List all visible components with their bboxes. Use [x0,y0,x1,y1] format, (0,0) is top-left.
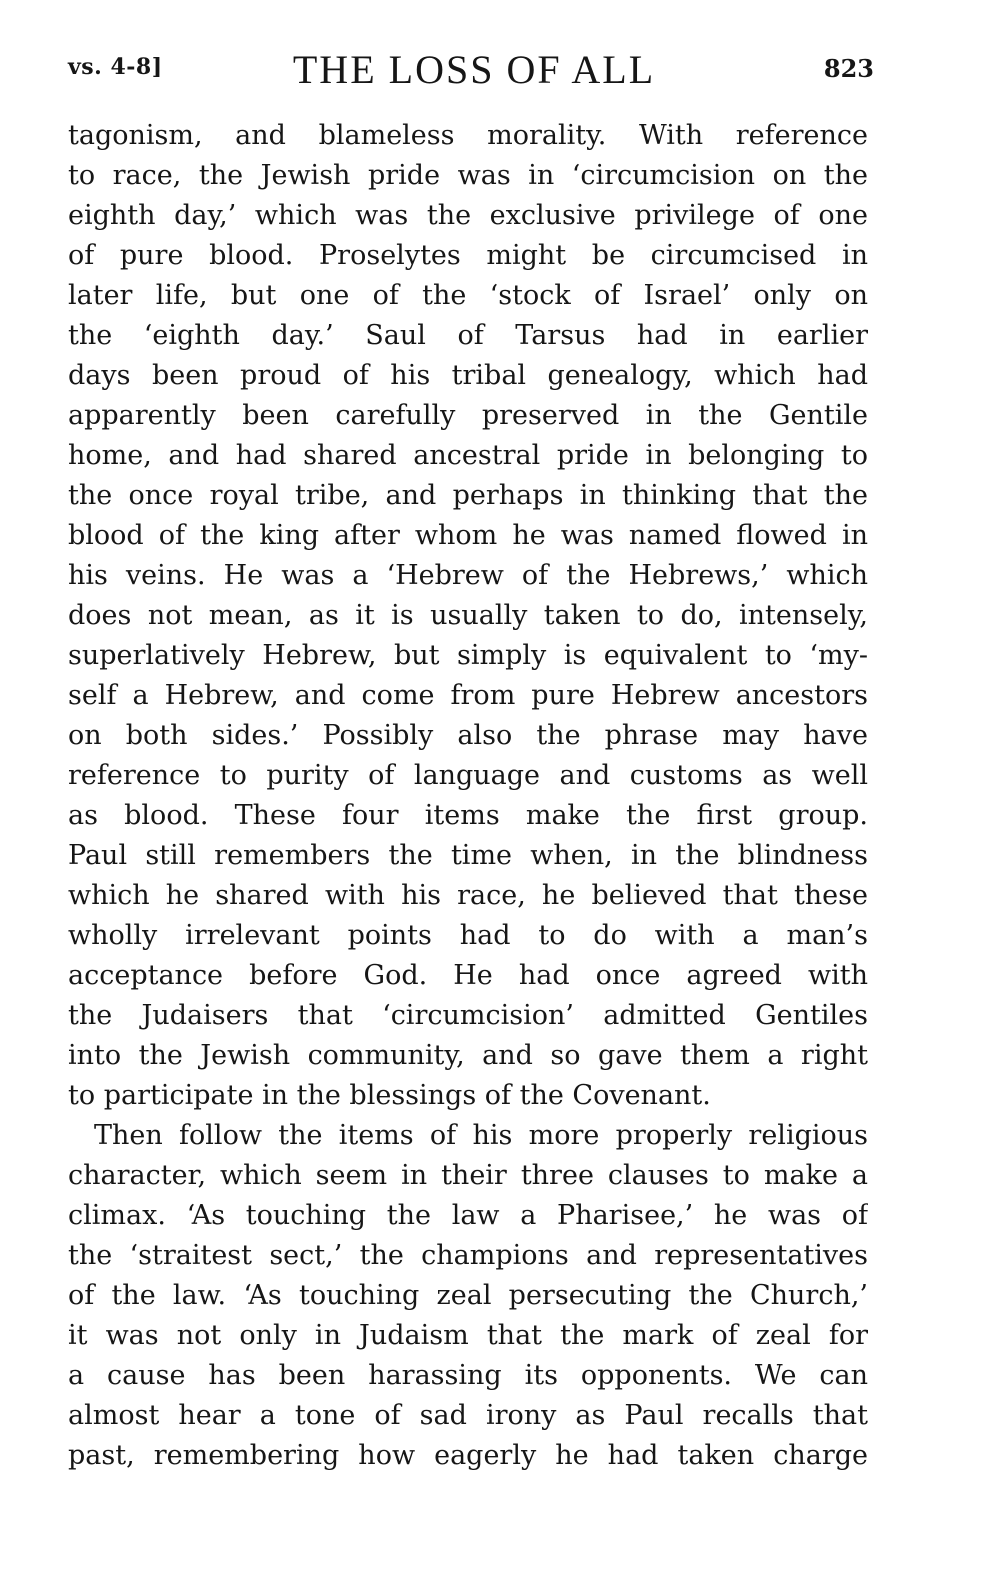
paragraph-2 [68,1116,868,1476]
running-title: THE LOSS OF ALL [292,47,656,92]
text-line: the ‘eighth day.’ Saul of Tarsus had in earlier [68,320,868,351]
text-line: climax. ‘As touching the law a Pharisee,’ he was of [68,1200,868,1231]
text-line: eighth day,’ which was the exclusive privilege of one [68,200,868,231]
text-line: does not mean, as it is usually taken to do, intensely, [68,600,868,631]
text-line: into the Jewish community, and so gave them a right [68,1040,868,1071]
text-line: the once royal tribe, and perhaps in thinking that the [68,480,868,511]
text-line: of pure blood. Proselytes might be circumcised in [68,240,868,271]
text-line: character, which seem in their three clauses to make a [68,1160,868,1191]
page-number: 823 [823,54,874,83]
text-line: superlatively Hebrew, but simply is equivalent to ‘my- [68,640,868,671]
text-line: wholly irrelevant points had to do with a man’s [68,920,868,951]
text-line: his veins. He was a ‘Hebrew of the Hebrews,’ which [68,560,868,591]
text-line: a cause has been harassing its opponents. We can [68,1360,868,1391]
text-line: past, remembering how eagerly he had taken charge [68,1440,868,1471]
text-line: self a Hebrew, and come from pure Hebrew ancestors [68,680,868,711]
verse-reference: vs. 4-8] [68,54,163,80]
text-line: tagonism, and blameless morality. With reference [68,120,868,151]
paragraph-1 [68,116,868,1116]
text-line: of the law. ‘As touching zeal persecuting the Church,’ [68,1280,868,1311]
text-line: as blood. These four items make the first group. [68,800,868,831]
text-line: the ‘straitest sect,’ the champions and representatives [68,1240,868,1271]
running-header [68,46,880,94]
body-text [68,116,868,1476]
text-line: later life, but one of the ‘stock of Israel’ only on [68,280,868,311]
text-line: blood of the king after whom he was named flowed in [68,520,868,551]
text-line: almost hear a tone of sad irony as Paul recalls that [68,1400,868,1431]
text-line: acceptance before God. He had once agreed with [68,960,868,991]
text-line: apparently been carefully preserved in the Gentile [68,400,868,431]
text-line: days been proud of his tribal genealogy, which had [68,360,868,391]
text-line: to race, the Jewish pride was in ‘circumcision on the [68,160,868,191]
text-line: home, and had shared ancestral pride in belonging to [68,440,868,471]
text-line: it was not only in Judaism that the mark of zeal for [68,1320,868,1351]
text-line: on both sides.’ Possibly also the phrase may have [68,720,868,751]
text-line: reference to purity of language and customs as well [68,760,868,791]
text-line: Paul still remembers the time when, in the blindness [68,840,868,871]
text-line: to participate in the blessings of the Covenant. [68,1080,711,1111]
text-line: Then follow the items of his more properly religious [94,1120,868,1151]
text-line: which he shared with his race, he believed that these [68,880,868,911]
text-line: the Judaisers that ‘circumcision’ admitted Gentiles [68,1000,868,1031]
